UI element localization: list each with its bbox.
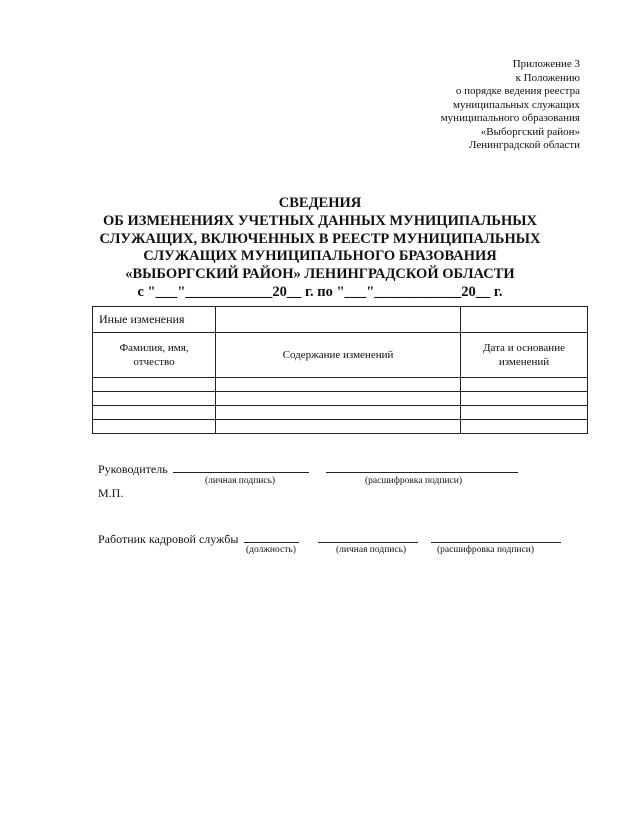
head-personal-signature-caption: (личная подпись): [205, 476, 276, 486]
hr-signature-line[interactable]: [318, 529, 418, 543]
hr-label: Работник кадровой службы: [98, 532, 239, 546]
header-content: Содержание изменений: [216, 333, 461, 378]
hr-position-line[interactable]: [244, 529, 299, 543]
appendix-line: о порядке ведения реестра: [455, 85, 580, 97]
table-header-row: [93, 333, 588, 378]
hr-position-caption: (должность): [246, 545, 296, 555]
other-changes-cell: Иные изменения: [93, 307, 216, 333]
appendix-line: муниципального образования: [440, 112, 580, 124]
title-line: «ВЫБОРГСКИЙ РАЙОН» ЛЕНИНГРАДСКОЙ ОБЛАСТИ: [125, 266, 515, 283]
table-row: [93, 420, 588, 434]
appendix-note: [441, 58, 580, 153]
hr-personal-signature-caption: (личная подпись): [336, 545, 407, 555]
head-signature-row: [98, 459, 518, 477]
table-row: [93, 307, 588, 333]
document-title: [40, 195, 600, 302]
title-line: СВЕДЕНИЯ: [278, 195, 362, 211]
appendix-line: Ленинградской области: [469, 139, 580, 151]
appendix-line: Приложение 3: [512, 58, 580, 70]
stamp-label: М.П.: [98, 486, 124, 500]
title-line: СЛУЖАЩИХ, ВКЛЮЧЕННЫХ В РЕЕСТР МУНИЦИПАЛЬНЫХ: [99, 230, 541, 247]
hr-decoding-line[interactable]: [431, 529, 561, 543]
title-line: СЛУЖАЩИХ МУНИЦИПАЛЬНОГО БРАЗОВАНИЯ: [143, 248, 497, 265]
header-date-basis: Дата и основание изменений: [461, 333, 588, 378]
table-cell: [461, 307, 588, 333]
table-cell: [216, 307, 461, 333]
title-line: ОБ ИЗМЕНЕНИЯХ УЧЕТНЫХ ДАННЫХ МУНИЦИПАЛЬНЫХ: [102, 212, 537, 229]
table-row: [93, 378, 588, 392]
appendix-line: муниципальных служащих: [453, 98, 580, 111]
head-label: Руководитель: [98, 462, 168, 476]
appendix-line: «Выборгский район»: [480, 125, 580, 138]
header-full-name: Фамилия, имя, отчество: [93, 333, 216, 378]
table-row: [93, 406, 588, 420]
head-signature-line[interactable]: [173, 459, 309, 473]
appendix-line: к Положению: [515, 71, 580, 84]
head-decoding-line[interactable]: [326, 459, 518, 473]
table-row: [93, 392, 588, 406]
changes-table: [92, 306, 588, 434]
hr-decoding-caption: (расшифровка подписи): [437, 545, 534, 555]
head-decoding-caption: (расшифровка подписи): [365, 476, 462, 486]
period-line: с "___"____________20__ г. по "___"____________20__ г.: [137, 283, 503, 300]
